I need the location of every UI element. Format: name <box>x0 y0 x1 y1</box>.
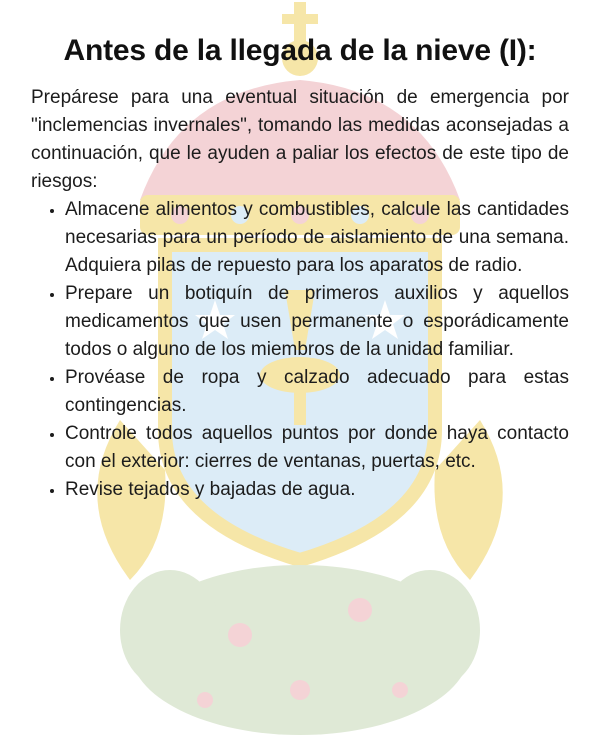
page-title: Antes de la llegada de la nieve (I): <box>63 34 537 67</box>
intro-paragraph: Prepárese para una eventual situación de emergencia por "inclemencias invernales", tomando las medidas aconsejadas a continuación, que le ayuden a paliar los efectos de este tipo de riesgos: <box>31 87 569 192</box>
recommendations-list <box>31 196 569 504</box>
list-item: • Revise tejados y bajadas de agua. <box>65 476 569 504</box>
list-item: • Provéase de ropa y calzado adecuado para estas contingencias. <box>65 364 569 420</box>
list-item: • Controle todos aquellos puntos por donde haya contacto con el exterior: cierres de ventanas, puertas, etc. <box>65 420 569 476</box>
list-item: • Almacene alimentos y combustibles, calcule las cantidades necesarias para un período de aislamiento de una semana. Adquiera pilas de repuesto para los aparatos de radio. <box>65 196 569 280</box>
list-item: • Prepare un botiquín de primeros auxilios y aquellos medicamentos que usen permanente o esporádicamente todos o alguno de los miembros de la unidad familiar. <box>65 280 569 364</box>
